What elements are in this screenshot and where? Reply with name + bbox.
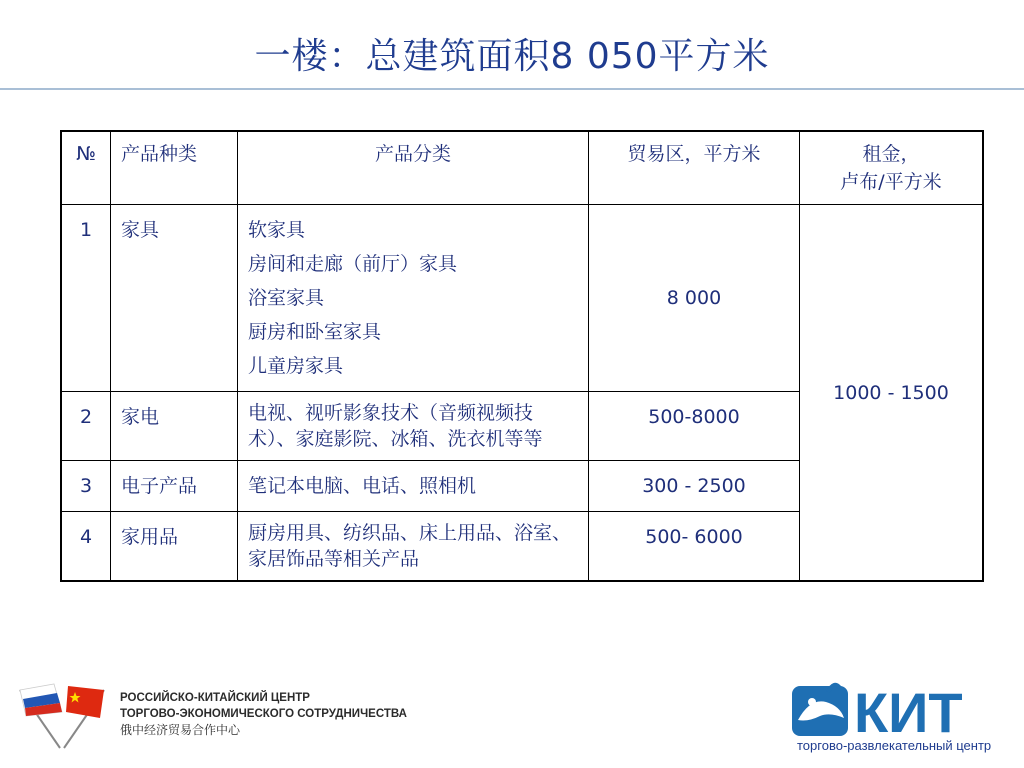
row-type: 家具 <box>111 205 238 392</box>
category-item: 浴室家具 <box>248 287 325 309</box>
kit-logo-subtitle: торгово-развлекательный центр <box>797 738 992 753</box>
row-type: 电子产品 <box>111 461 238 512</box>
header-product-type: 产品种类 <box>111 131 238 205</box>
category-item: 厨房和卧室家具 <box>248 321 382 343</box>
rent-range: 1000 - 1500 <box>800 205 984 582</box>
table-header-row <box>61 131 983 205</box>
header-rent-line2: 卢布/平方米 <box>840 171 942 193</box>
category-item: 软家具 <box>248 219 306 241</box>
flags-icon <box>12 682 112 752</box>
row-categories: 厨房用具、纺织品、床上用品、浴室、家居饰品等相关产品 <box>238 512 589 582</box>
org-name <box>120 690 407 738</box>
row-area: 500-8000 <box>589 392 800 461</box>
page-title: 一楼：总建筑面积8 050平方米 <box>254 36 770 77</box>
org-name-ru-1: РОССИЙСКО-КИТАЙСКИЙ ЦЕНТР <box>120 692 310 704</box>
product-table <box>60 130 984 582</box>
row-type: 家用品 <box>111 512 238 582</box>
table-row <box>61 205 983 392</box>
row-area: 500- 6000 <box>589 512 800 582</box>
header-product-category: 产品分类 <box>238 131 589 205</box>
row-area: 300 - 2500 <box>589 461 800 512</box>
org-name-cn: 俄中经济贸易合作中心 <box>120 723 241 737</box>
row-number: 1 <box>61 205 111 392</box>
header-number: № <box>61 131 111 205</box>
row-categories: 电视、视听影象技术（音频视频技术）、家庭影院、冰箱、洗衣机等等 <box>238 392 589 461</box>
row-number: 4 <box>61 512 111 582</box>
row-categories <box>238 205 589 392</box>
header-trade-area: 贸易区，平方米 <box>589 131 800 205</box>
org-name-ru-2: ТОРГОВО-ЭКОНОМИЧЕСКОГО СОТРУДНИЧЕСТВА <box>120 708 407 720</box>
row-type: 家电 <box>111 392 238 461</box>
title-divider <box>0 88 1024 90</box>
row-area: 8 000 <box>589 205 800 392</box>
row-categories: 笔记本电脑、电话、照相机 <box>238 461 589 512</box>
category-item: 房间和走廊（前厅）家具 <box>248 253 458 275</box>
header-rent <box>800 131 984 205</box>
row-number: 3 <box>61 461 111 512</box>
russia-flag-icon <box>20 684 62 748</box>
china-flag-icon <box>64 686 104 748</box>
header-rent-line1: 租金， <box>862 143 920 165</box>
row-number: 2 <box>61 392 111 461</box>
category-item: 儿童房家具 <box>248 355 344 377</box>
kit-logo-text: КИТ <box>854 681 963 744</box>
